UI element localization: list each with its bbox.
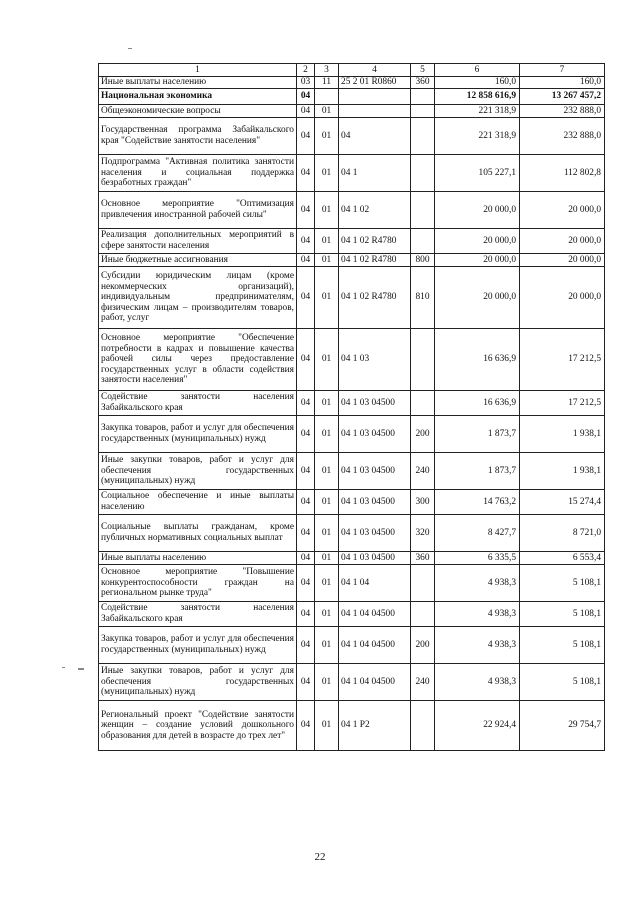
row-expense-type: 200 [411, 627, 435, 664]
row-amount-2022: 8 721,0 [520, 515, 605, 552]
row-subsection [315, 89, 339, 105]
row-amount-2021: 8 427,7 [435, 515, 520, 552]
row-target-article: 04 1 03 04500 [339, 453, 411, 490]
row-section: 04 [297, 453, 315, 490]
row-target-article: 04 1 03 04500 [339, 490, 411, 515]
row-section: 04 [297, 329, 315, 391]
row-section: 04 [297, 105, 315, 118]
row-subsection: 01 [315, 453, 339, 490]
table-row [99, 229, 605, 254]
row-target-article: 25 2 01 R0860 [339, 77, 411, 89]
row-subsection: 01 [315, 565, 339, 602]
column-number-cell: 1 [99, 64, 297, 77]
row-subsection: 01 [315, 118, 339, 155]
row-subsection: 01 [315, 552, 339, 565]
row-target-article: 04 1 03 04500 [339, 515, 411, 552]
table-row [99, 155, 605, 192]
row-expense-type [411, 391, 435, 416]
row-description: Иные закупки товаров, работ и услуг для обеспечения государственных (муниципальных) нужд [99, 453, 297, 490]
row-expense-type [411, 105, 435, 118]
row-description: Закупка товаров, работ и услуг для обеспечения государственных (муниципальных) нужд [99, 627, 297, 664]
column-number-cell: 7 [520, 64, 605, 77]
table-row [99, 192, 605, 229]
table-row [99, 77, 605, 89]
row-description: Иные закупки товаров, работ и услуг для обеспечения государственных (муниципальных) нужд [99, 664, 297, 701]
column-number-cell: 2 [297, 64, 315, 77]
row-expense-type: 300 [411, 490, 435, 515]
row-target-article: 04 1 02 R4780 [339, 267, 411, 329]
row-description: Социальное обеспечение и иные выплаты населению [99, 490, 297, 515]
row-amount-2021: 4 938,3 [435, 627, 520, 664]
row-amount-2022: 112 802,8 [520, 155, 605, 192]
column-number-cell: 4 [339, 64, 411, 77]
row-target-article [339, 89, 411, 105]
row-expense-type: 200 [411, 416, 435, 453]
row-expense-type: 800 [411, 254, 435, 267]
column-number-cell: 5 [411, 64, 435, 77]
table-row [99, 701, 605, 751]
row-description: Региональный проект "Содействие занятости женщин – создание условий дошкольного образования для детей в возрасте до трех лет" [99, 701, 297, 751]
row-section: 03 [297, 77, 315, 89]
row-section: 04 [297, 565, 315, 602]
row-amount-2022: 20 000,0 [520, 254, 605, 267]
row-amount-2021: 16 636,9 [435, 329, 520, 391]
row-description: Социальные выплаты гражданам, кроме публичных нормативных социальных выплат [99, 515, 297, 552]
row-amount-2021: 4 938,3 [435, 602, 520, 627]
budget-sheet [98, 63, 605, 751]
row-target-article: 04 1 04 [339, 565, 411, 602]
row-description: Общеэкономические вопросы [99, 105, 297, 118]
table-row [99, 664, 605, 701]
row-section: 04 [297, 602, 315, 627]
row-description: Основное мероприятие "Повышение конкурентоспособности граждан на региональном рынке труда" [99, 565, 297, 602]
table-row [99, 254, 605, 267]
row-amount-2022: 6 553,4 [520, 552, 605, 565]
row-subsection: 01 [315, 627, 339, 664]
row-amount-2021: 105 227,1 [435, 155, 520, 192]
row-section: 04 [297, 229, 315, 254]
row-description: Основное мероприятие "Оптимизация привлечения иностранной рабочей силы" [99, 192, 297, 229]
row-amount-2022: 20 000,0 [520, 229, 605, 254]
row-description: Субсидии юридическим лицам (кроме некоммерческих организаций), индивидуальным предпринимателям, физическим лицам – производителям товаров, работ, услуг [99, 267, 297, 329]
row-subsection: 01 [315, 664, 339, 701]
row-target-article: 04 1 04 04500 [339, 664, 411, 701]
row-section: 04 [297, 118, 315, 155]
scan-speck [78, 668, 84, 670]
row-amount-2022: 5 108,1 [520, 627, 605, 664]
row-amount-2022: 5 108,1 [520, 602, 605, 627]
row-description: Иные выплаты населению [99, 552, 297, 565]
row-expense-type: 360 [411, 77, 435, 89]
row-subsection: 01 [315, 416, 339, 453]
row-expense-type: 240 [411, 453, 435, 490]
table-row [99, 515, 605, 552]
row-expense-type [411, 89, 435, 105]
row-section: 04 [297, 515, 315, 552]
row-target-article: 04 [339, 118, 411, 155]
row-amount-2022: 5 108,1 [520, 565, 605, 602]
row-target-article: 04 1 03 [339, 329, 411, 391]
row-amount-2022: 29 754,7 [520, 701, 605, 751]
row-amount-2021: 160,0 [435, 77, 520, 89]
column-number-cell: 6 [435, 64, 520, 77]
row-amount-2022: 13 267 457,2 [520, 89, 605, 105]
row-amount-2022: 1 938,1 [520, 453, 605, 490]
column-number-cell: 3 [315, 64, 339, 77]
row-amount-2022: 1 938,1 [520, 416, 605, 453]
row-section: 04 [297, 664, 315, 701]
row-expense-type [411, 565, 435, 602]
row-amount-2022: 17 212,5 [520, 391, 605, 416]
row-section: 04 [297, 490, 315, 515]
table-row [99, 89, 605, 105]
row-section: 04 [297, 89, 315, 105]
row-target-article: 04 1 P2 [339, 701, 411, 751]
row-subsection: 01 [315, 515, 339, 552]
row-amount-2021: 20 000,0 [435, 254, 520, 267]
row-expense-type: 810 [411, 267, 435, 329]
row-target-article: 04 1 04 04500 [339, 627, 411, 664]
table-row [99, 627, 605, 664]
row-expense-type [411, 229, 435, 254]
row-subsection: 11 [315, 77, 339, 89]
row-description: Основное мероприятие "Обеспечение потребности в кадрах и повышение качества рабочей силы через предоставление государственных услуг в области содействия занятости населения" [99, 329, 297, 391]
row-target-article: 04 1 02 [339, 192, 411, 229]
page-number: 22 [314, 851, 326, 863]
row-expense-type [411, 701, 435, 751]
row-target-article: 04 1 04 04500 [339, 602, 411, 627]
table-row [99, 552, 605, 565]
row-amount-2022: 20 000,0 [520, 267, 605, 329]
row-expense-type [411, 118, 435, 155]
row-description: Содействие занятости населения Забайкальского края [99, 391, 297, 416]
row-expense-type [411, 329, 435, 391]
row-description: Содействие занятости населения Забайкальского края [99, 602, 297, 627]
row-subsection: 01 [315, 267, 339, 329]
table-row [99, 329, 605, 391]
scan-speck [128, 48, 132, 49]
row-subsection: 01 [315, 254, 339, 267]
row-section: 04 [297, 267, 315, 329]
row-expense-type [411, 155, 435, 192]
row-section: 04 [297, 701, 315, 751]
row-amount-2021: 14 763,2 [435, 490, 520, 515]
row-subsection: 01 [315, 329, 339, 391]
row-amount-2021: 20 000,0 [435, 267, 520, 329]
row-expense-type: 320 [411, 515, 435, 552]
row-expense-type: 240 [411, 664, 435, 701]
table-row [99, 602, 605, 627]
row-section: 04 [297, 391, 315, 416]
row-subsection: 01 [315, 391, 339, 416]
row-expense-type: 360 [411, 552, 435, 565]
row-subsection: 01 [315, 105, 339, 118]
row-amount-2022: 160,0 [520, 77, 605, 89]
row-section: 04 [297, 155, 315, 192]
row-subsection: 01 [315, 701, 339, 751]
row-description: Иные бюджетные ассигнования [99, 254, 297, 267]
row-amount-2021: 1 873,7 [435, 416, 520, 453]
table-row [99, 453, 605, 490]
row-expense-type [411, 192, 435, 229]
row-amount-2022: 232 888,0 [520, 105, 605, 118]
table-body [99, 64, 605, 751]
row-target-article: 04 1 [339, 155, 411, 192]
row-amount-2021: 12 858 616,9 [435, 89, 520, 105]
row-subsection: 01 [315, 155, 339, 192]
row-expense-type [411, 602, 435, 627]
row-target-article: 04 1 03 04500 [339, 391, 411, 416]
row-amount-2021: 221 318,9 [435, 118, 520, 155]
row-description: Национальная экономика [99, 89, 297, 105]
row-amount-2022: 232 888,0 [520, 118, 605, 155]
row-target-article: 04 1 02 R4780 [339, 254, 411, 267]
row-subsection: 01 [315, 490, 339, 515]
row-subsection: 01 [315, 229, 339, 254]
row-amount-2021: 20 000,0 [435, 229, 520, 254]
row-section: 04 [297, 552, 315, 565]
row-description: Реализация дополнительных мероприятий в сфере занятости населения [99, 229, 297, 254]
row-amount-2021: 1 873,7 [435, 453, 520, 490]
row-subsection: 01 [315, 602, 339, 627]
row-amount-2021: 4 938,3 [435, 664, 520, 701]
row-section: 04 [297, 416, 315, 453]
budget-table [98, 63, 605, 751]
row-amount-2021: 6 335,5 [435, 552, 520, 565]
row-target-article: 04 1 02 R4780 [339, 229, 411, 254]
table-row [99, 267, 605, 329]
row-amount-2021: 20 000,0 [435, 192, 520, 229]
table-row [99, 391, 605, 416]
row-section: 04 [297, 627, 315, 664]
row-section: 04 [297, 192, 315, 229]
row-description: Закупка товаров, работ и услуг для обеспечения государственных (муниципальных) нужд [99, 416, 297, 453]
column-number-row [99, 64, 605, 77]
row-amount-2021: 16 636,9 [435, 391, 520, 416]
row-section: 04 [297, 254, 315, 267]
row-amount-2022: 5 108,1 [520, 664, 605, 701]
row-amount-2021: 4 938,3 [435, 565, 520, 602]
table-row [99, 105, 605, 118]
scan-speck [62, 667, 65, 668]
table-row [99, 416, 605, 453]
row-amount-2021: 22 924,4 [435, 701, 520, 751]
row-amount-2021: 221 318,9 [435, 105, 520, 118]
row-amount-2022: 15 274,4 [520, 490, 605, 515]
row-amount-2022: 20 000,0 [520, 192, 605, 229]
row-target-article [339, 105, 411, 118]
row-amount-2022: 17 212,5 [520, 329, 605, 391]
row-description: Иные выплаты населению [99, 77, 297, 89]
table-row [99, 118, 605, 155]
row-target-article: 04 1 03 04500 [339, 552, 411, 565]
row-subsection: 01 [315, 192, 339, 229]
row-target-article: 04 1 03 04500 [339, 416, 411, 453]
table-row [99, 490, 605, 515]
row-description: Подпрограмма "Активная политика занятости населения и социальная поддержка безработных граждан" [99, 155, 297, 192]
table-row [99, 565, 605, 602]
row-description: Государственная программа Забайкальского края "Содействие занятости населения" [99, 118, 297, 155]
